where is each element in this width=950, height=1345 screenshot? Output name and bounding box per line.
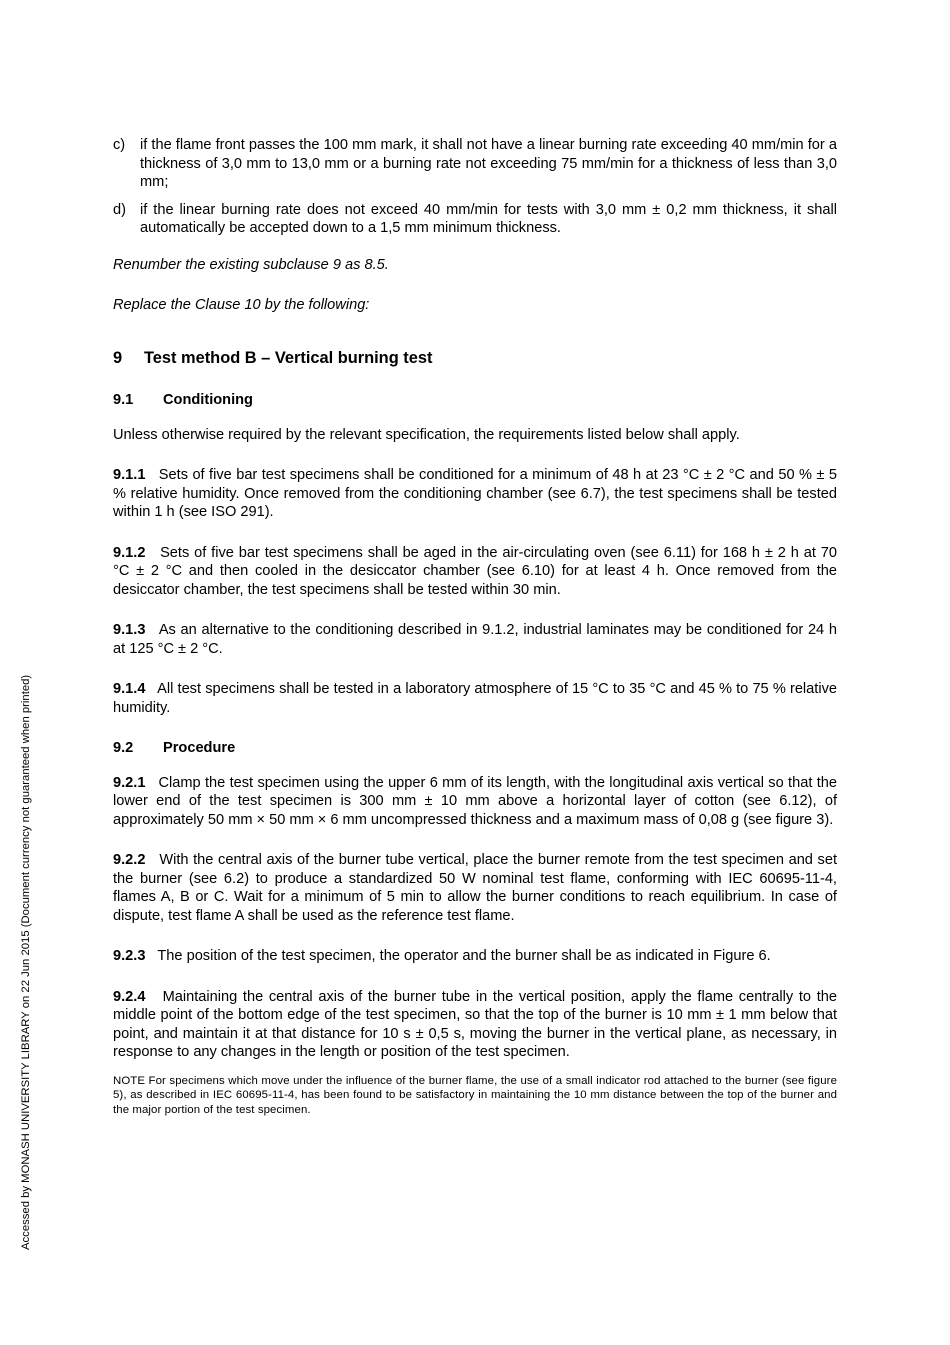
paragraph-number: 9.2.1: [113, 774, 146, 791]
list-item-d: [113, 201, 837, 238]
clause-9-heading: [113, 349, 837, 368]
list-item-text: if the flame front passes the 100 mm mark, it shall not have a linear burning rate exceeding 40 mm/min for a thickness of 3,0 mm to 13,0 mm or a burning rate not exceeding 75 mm/min for a thickness of less than 3,0 mm;: [140, 137, 837, 190]
list-marker: d): [113, 201, 126, 218]
document-page: [113, 136, 837, 1117]
heading-title: Procedure: [163, 740, 236, 756]
paragraph-number: 9.1.4: [113, 681, 146, 697]
paragraph-text: With the central axis of the burner tube vertical, place the burner remote from the test specimen and set the burner (see 6.2) to produce a standardized 50 W nominal test flame, conforming with IEC 60695-11-4, flames A, B or C. Wait for a minimum of 5 min to allow the burner conditions to reach equilibrium. In case of dispute, test flame A shall be used as the reference test flame.: [113, 852, 838, 924]
subclause-9-1-heading: [113, 391, 837, 410]
paragraph-number: 9.2.2: [113, 852, 146, 868]
paragraph-text: The position of the test specimen, the operator and the burner shall be as indicated in Figure 6.: [157, 948, 771, 964]
paragraph-9-1-2: [113, 544, 837, 600]
access-notice: Accessed by MONASH UNIVERSITY LIBRARY on 22 Jun 2015 (Document currency not guaranteed when printed): [20, 674, 32, 1250]
list-item-text: if the linear burning rate does not exceed 40 mm/min for tests with 3,0 mm ± 0,2 mm thickness, it shall automatically be accepted down to a 1,5 mm minimum thickness.: [140, 201, 837, 236]
paragraph-text: All test specimens shall be tested in a laboratory atmosphere of 15 °C to 35 °C and 45 % to 75 % relative humidity.: [113, 681, 838, 716]
heading-title: Test method B – Vertical burning test: [144, 348, 433, 367]
paragraph-text: Sets of five bar test specimens shall be aged in the air-circulating oven (see 6.11) for 168 h ± 2 h at 70 °C ± 2 °C and then cooled in the desiccator chamber (see 6.10) for at least 4 h. Once removed from the desiccator chamber, the test specimens shall be tested within 30 min.: [113, 544, 837, 598]
paragraph-number: 9.1.2: [113, 544, 146, 561]
paragraph-number: 9.2.3: [113, 948, 146, 964]
list-item-c: [113, 136, 837, 192]
paragraph-text: Maintaining the central axis of the burner tube in the vertical position, apply the flame centrally to the middle point of the bottom edge of the test specimen, so that the top of the burner is 10 mm ± 1 mm below that point, and maintain it at that distance for 10 s ± 0,5 s, moving the burner in the vertical plane, as necessary, in response to any changes in the length or position of the test specimen.: [113, 988, 837, 1060]
list-marker: c): [113, 137, 126, 153]
paragraph-9-2-4: [113, 988, 837, 1062]
note-paragraph: NOTE For specimens which move under the influence of the burner flame, the use of a small indicator rod attached to the burner (see figure 5), as described in IEC 60695-11-4, has been found to be satisfactory in maintaining the 10 mm distance between the top of the burner and the major portion of the test specimen.: [113, 1074, 837, 1116]
renumber-instruction: Renumber the existing subclause 9 as 8.5.: [113, 256, 389, 273]
paragraph-9-1-1: [113, 466, 837, 522]
paragraph-9-1-4: [113, 680, 837, 717]
paragraph-9-2-2: [113, 851, 837, 925]
heading-number: 9.1: [113, 392, 134, 408]
subclause-9-2-heading: [113, 739, 837, 758]
paragraph-9-1-3: [113, 621, 837, 658]
paragraph-number: 9.1.1: [113, 467, 146, 483]
heading-title: Conditioning: [163, 392, 253, 408]
replace-instruction: Replace the Clause 10 by the following:: [113, 297, 370, 313]
paragraph-number: 9.2.4: [113, 988, 146, 1005]
paragraph-9-2-3: [113, 947, 837, 966]
paragraph-number: 9.1.3: [113, 622, 146, 638]
paragraph-text: As an alternative to the conditioning described in 9.1.2, industrial laminates may be conditioned for 24 h at 125 °C ± 2 °C.: [113, 622, 838, 657]
heading-number: 9: [113, 348, 123, 367]
paragraph-text: Clamp the test specimen using the upper 6 mm of its length, with the longitudinal axis vertical so that the lower end of the test specimen is 300 mm ± 10 mm above a horizontal layer of cotton (see 6.12), of approximately 50 mm × 50 mm × 6 mm uncompressed thickness and a maximum mass of 0,08 g (see figure 3).: [113, 774, 837, 828]
heading-number: 9.2: [113, 740, 134, 756]
paragraph-text: Sets of five bar test specimens shall be conditioned for a minimum of 48 h at 23 °C ± 2 °C and 50 % ± 5 % relative humidity. Once removed from the conditioning chamber (see 6.7), the test specimens shall be tested within 1 h (see ISO 291).: [113, 467, 837, 520]
paragraph-9-2-1: [113, 774, 837, 830]
conditioning-intro: Unless otherwise required by the relevant specification, the requirements listed below shall apply.: [113, 426, 740, 443]
